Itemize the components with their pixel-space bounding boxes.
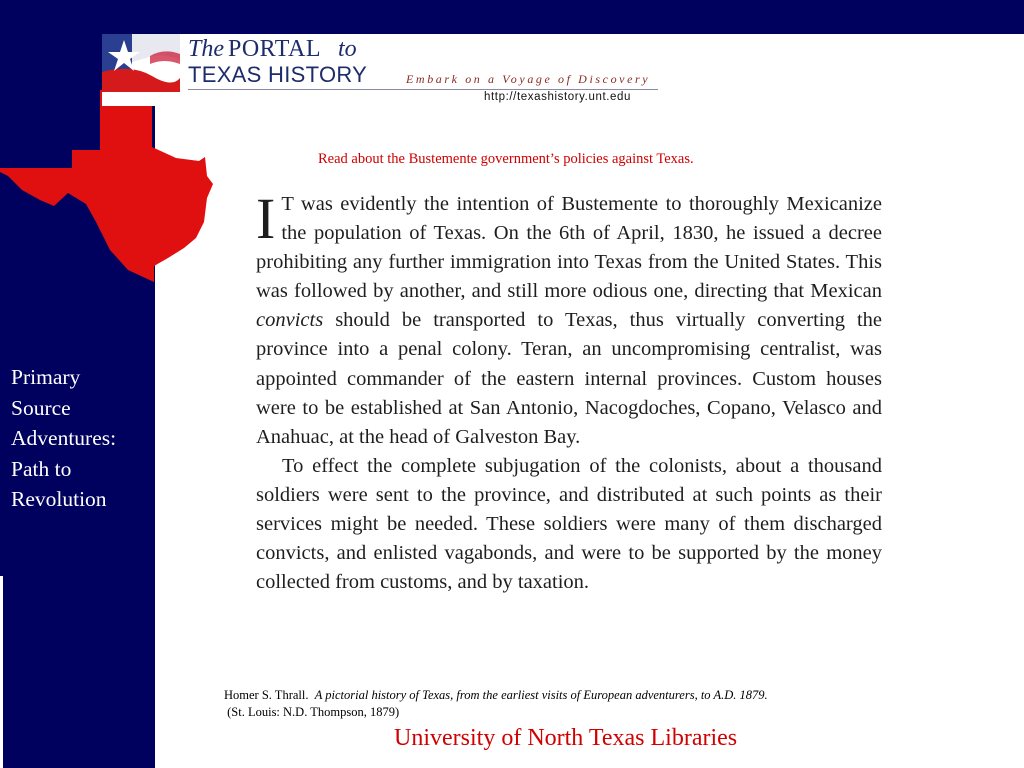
document-text: [256, 186, 883, 597]
footer-credit: University of North Texas Libraries: [394, 725, 738, 751]
banner-title-the: The: [188, 36, 224, 62]
sidebar-title: [11, 362, 153, 515]
sidebar-title-line: Revolution: [11, 487, 107, 511]
texas-flag-icon: [102, 34, 180, 92]
sidebar-title-line: Primary: [11, 365, 81, 389]
citation-title: A pictorial history of Texas, from the earliest visits of European adventurers, to A.D. 1879.: [314, 688, 768, 702]
paragraph-1-text: T was evidently the intention of Bustemente to thoroughly Mexicanize the population of Texas. On the 6th of April, 1830, he issued a decree prohibiting any further immigration into Texas from the United States. This was followed by another, and still more odious one, directing that Mexican: [256, 193, 882, 303]
paragraph-1-end: should be transported to Texas, thus virtually converting the province into a penal colony. Teran, an uncompromising centralist, was appointed commander of the eastern internal provinces. Custom houses were to be established at San Antonio, Nacogdoches, Copano, Velasco and Anahuac, at the head of Galveston Bay.: [256, 309, 883, 448]
texas-shape: [0, 90, 213, 282]
citation-author: Homer S. Thrall.: [224, 688, 309, 702]
citation: [224, 687, 924, 721]
citation-line-2: [224, 704, 924, 721]
document-paragraph-1: [256, 186, 883, 452]
drop-cap: I: [256, 186, 276, 251]
italic-convicts: convicts: [256, 309, 324, 332]
citation-publisher: (St. Louis: N.D. Thompson, 1879): [227, 705, 400, 719]
left-edge-strip: [0, 576, 3, 768]
document-paragraph-2: To effect the complete subjugation of the colonists, about a thousand soldiers were sent to the province, and distributed at such points as their services might be needed. These soldiers were many of them discharged convicts, and enlisted vagabonds, and were to be supported by the money collected from customs, and by taxation.: [256, 454, 882, 594]
banner-tagline: Embark on a Voyage of Discovery: [406, 72, 651, 86]
sidebar-title-line: Adventures:: [11, 426, 117, 450]
scanned-document: [248, 180, 888, 688]
banner-title-portal: PORTAL: [228, 36, 321, 62]
banner-title-to: to: [338, 36, 357, 62]
banner-title-texas-history: TEXAS HISTORY: [188, 62, 368, 87]
sidebar-title-line: Source: [11, 395, 71, 420]
intro-caption: Read about the Bustemente government’s policies against Texas.: [318, 151, 694, 167]
portal-banner[interactable]: [102, 34, 658, 106]
citation-line-1: [224, 687, 924, 704]
banner-url-link[interactable]: http://texashistory.unt.edu: [484, 91, 632, 103]
sidebar-title-line: Path to: [11, 456, 72, 481]
banner-divider: [188, 89, 658, 90]
